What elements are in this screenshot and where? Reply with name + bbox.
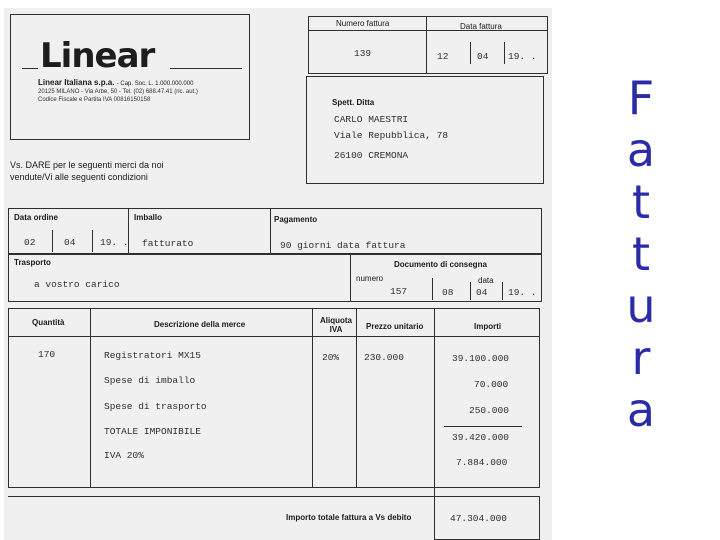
- recipient-name: CARLO MAESTRI: [334, 114, 409, 125]
- delivery-doc-label: Documento di consegna: [394, 260, 487, 269]
- delivery-number-label: numero: [356, 274, 384, 283]
- order-date-label: Data ordine: [14, 213, 59, 222]
- company-logo: Linear: [40, 36, 155, 76]
- row-3-amount: 250.000: [469, 405, 509, 416]
- side-title-letter: t: [631, 227, 651, 281]
- order-date-month: 04: [64, 237, 76, 248]
- col-header-vat: Aliquota IVA: [320, 316, 352, 334]
- total-label: Importo totale fattura a Vs debito: [286, 513, 412, 522]
- side-title-letter: a: [626, 123, 656, 177]
- delivery-date-label: data: [478, 276, 494, 285]
- col-header-amount: Importi: [474, 322, 502, 331]
- order-date-year: 19. .: [100, 237, 129, 248]
- packaging-value: fatturato: [142, 238, 194, 249]
- row-1-quantity: 170: [38, 349, 56, 360]
- company-tax-code: Codice Fiscale e Partita IVA 00816150158: [38, 97, 151, 103]
- row-4-description: TOTALE IMPONIBILE: [104, 426, 201, 437]
- invoice-date-day: 12: [437, 51, 449, 62]
- total-amount: 47.304.000: [450, 513, 508, 524]
- side-title-letter: r: [631, 331, 651, 385]
- side-title-letter: a: [626, 383, 656, 437]
- company-box: [10, 14, 250, 140]
- recipient-city: 26100 CREMONA: [334, 150, 409, 161]
- delivery-number: 157: [390, 286, 408, 297]
- invoice-number: 139: [354, 48, 372, 59]
- row-2-description: Spese di imballo: [104, 375, 196, 386]
- row-5-amount: 7.884.000: [456, 457, 508, 468]
- invoice-date-month: 04: [477, 51, 489, 62]
- invoice-date-year: 19. .: [508, 51, 537, 62]
- row-1-vat: 20%: [322, 352, 340, 363]
- invoice-scan: [4, 8, 552, 540]
- payment-label: Pagamento: [274, 215, 318, 224]
- delivery-date-month: 04: [476, 287, 488, 298]
- delivery-date-day: 08: [442, 287, 454, 298]
- packaging-label: Imballo: [134, 213, 163, 222]
- page-side-title: [616, 72, 666, 436]
- company-address: 20125 MILANO - Via Arbe, 50 - Tel. (02) 688.47.41 (ric. aut.): [38, 89, 198, 95]
- row-1-price: 230.000: [364, 352, 404, 363]
- intro-text-line-1: Vs. DARE per le seguenti merci da noi: [10, 160, 164, 170]
- side-title-letter: u: [626, 279, 656, 333]
- row-4-amount: 39.420.000: [452, 432, 510, 443]
- row-1-description: Registratori MX15: [104, 350, 201, 361]
- row-5-description: IVA 20%: [104, 450, 144, 461]
- invoice-date-label: Data fattura: [460, 22, 502, 31]
- payment-value: 90 giorni data fattura: [280, 240, 406, 251]
- col-header-unit-price: Prezzo unitario: [366, 322, 424, 331]
- company-name: Linear Italiana s.p.a. - Cap. Soc. L. 1.000.000.000: [38, 78, 194, 87]
- order-date-day: 02: [24, 237, 36, 248]
- row-3-description: Spese di trasporto: [104, 401, 207, 412]
- recipient-street: Viale Repubblica, 78: [334, 130, 449, 141]
- transport-label: Trasporto: [14, 258, 51, 267]
- recipient-label: Spett. Ditta: [332, 98, 375, 107]
- row-2-amount: 70.000: [474, 379, 509, 390]
- row-1-amount: 39.100.000: [452, 353, 510, 364]
- col-header-description: Descrizione della merce: [154, 320, 246, 329]
- delivery-date-year: 19. .: [508, 287, 537, 298]
- side-title-letter: F: [627, 71, 655, 125]
- invoice-number-label: Numero fattura: [336, 19, 390, 28]
- intro-text-line-2: vendute/Vi alle seguenti condizioni: [10, 172, 148, 182]
- transport-value: a vostro carico: [34, 279, 120, 290]
- side-title-letter: t: [631, 175, 651, 229]
- col-header-quantity: Quantità: [32, 318, 65, 327]
